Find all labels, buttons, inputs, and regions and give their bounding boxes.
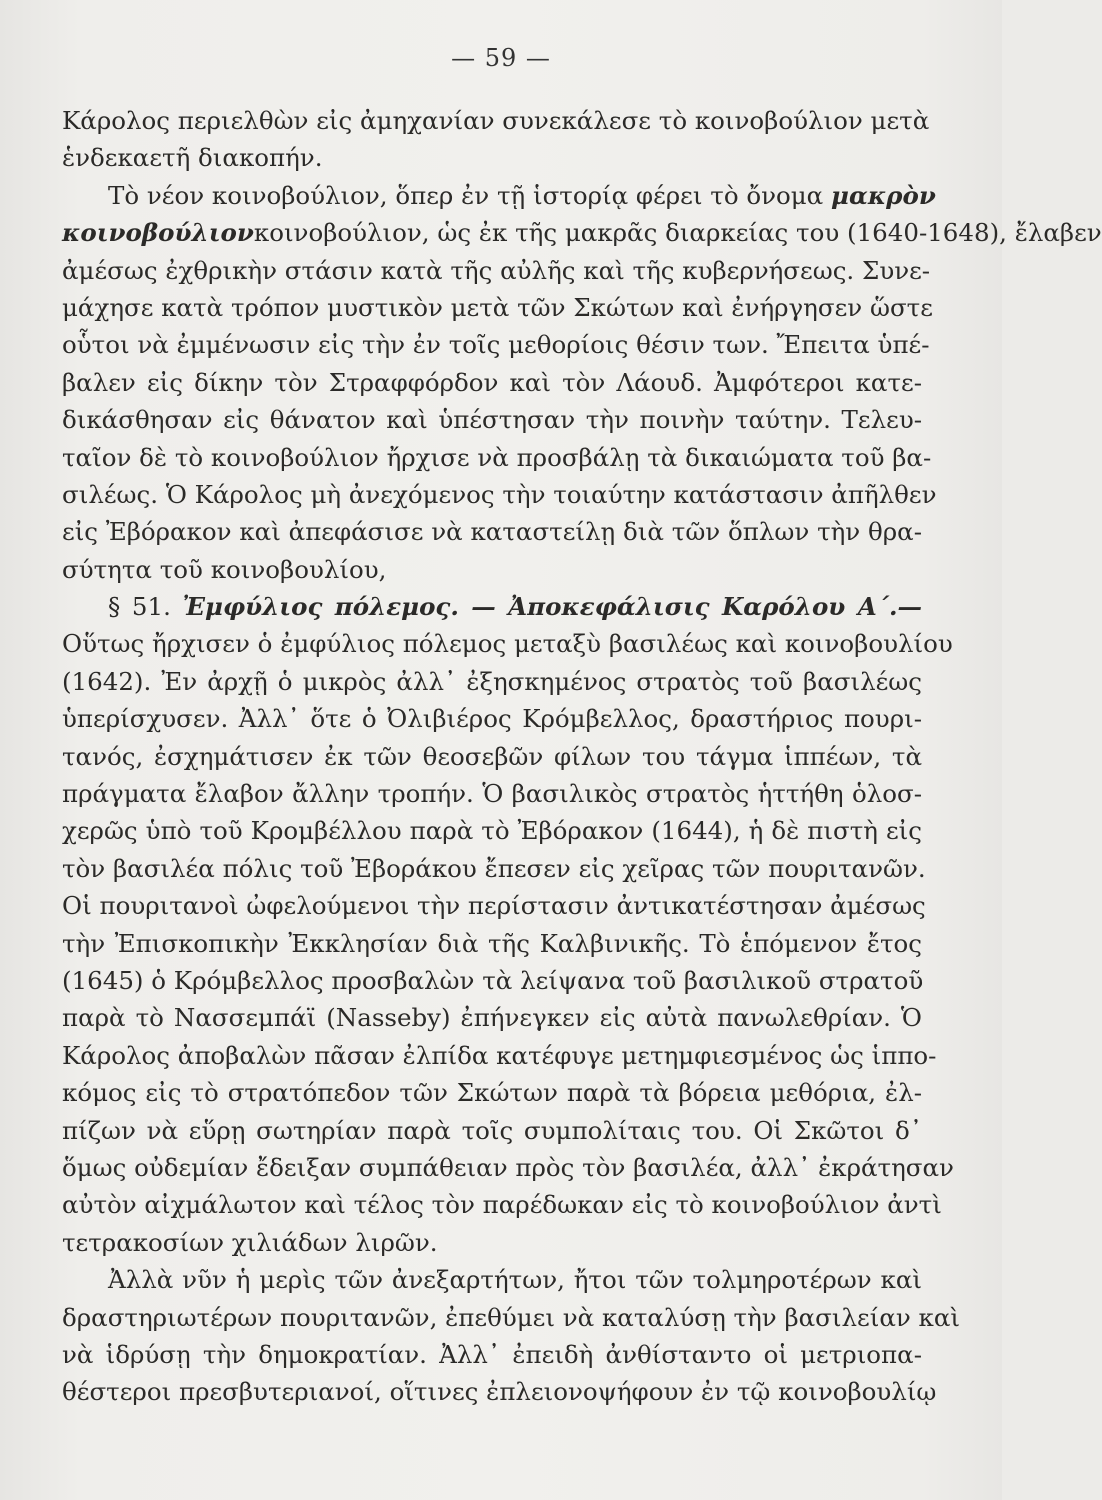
text-line: Οἱ πουριτανοὶ ὠφελούμενοι τὴν περίστασιν ἀντικατέστησαν ἀμέσως <box>62 891 926 921</box>
text-line: σύτητα τοῦ κοινοβουλίου, <box>62 554 387 584</box>
text-line: μάχησε κατὰ τρόπον μυστικὸν μετὰ τῶν Σκώτων καὶ ἐνήργησεν ὥστε <box>62 292 933 322</box>
text-line: Οὕτως ἤρχισεν ὁ ἐμφύλιος πόλεμος μεταξὺ βασιλέως καὶ κοινοβουλίου <box>62 629 953 659</box>
text-line: κοινοβούλιονκοινοβούλιον, ὡς ἐκ τῆς μακρᾶς διαρκείας του (1640-1648), ἔλαβεν <box>62 218 1102 248</box>
text-line: κόμος εἰς τὸ στρατόπεδον τῶν Σκώτων παρὰ τὰ βόρεια μεθόρια, ἐλ- <box>62 1078 922 1108</box>
emphasis-koinovoulion: κοινοβούλιον <box>62 218 254 248</box>
text-line: οὗτοι νὰ ἐμμένωσιν εἰς τὴν ἐν τοῖς μεθορίοις θέσιν των. Ἔπειτα ὑπέ- <box>62 330 930 360</box>
text-line: εἰς Ἐβόρακον καὶ ἀπεφάσισε νὰ καταστείλῃ διὰ τῶν ὅπλων τὴν θρα- <box>62 517 922 547</box>
emphasis-makron: μακρὸν <box>831 180 936 210</box>
text-line: παρὰ τὸ Νασσεμπάϊ (Nasseby) ἐπήνεγκεν εἰς αὐτὰ πανωλεθρίαν. Ὁ <box>62 1003 922 1033</box>
text-line: (1642). Ἐν ἀρχῇ ὁ μικρὸς ἀλλ᾽ ἐξησκημένος στρατὸς τοῦ βασιλέως <box>62 666 922 696</box>
text-line: νὰ ἱδρύσῃ τὴν δημοκρατίαν. Ἀλλ᾽ ἐπειδὴ ἀνθίσταντο οἱ μετριοπα- <box>62 1339 922 1369</box>
section-number: § 51. <box>108 592 171 622</box>
text-line: ὅμως οὐδεμίαν ἔδειξαν συμπάθειαν πρὸς τὸν βασιλέα, ἀλλ᾽ ἐκράτησαν <box>62 1152 954 1182</box>
text-line: Κάρολος ἀποβαλὼν πᾶσαν ἐλπίδα κατέφυγε μετημφιεσμένος ὡς ἱππο- <box>62 1040 937 1070</box>
text-line: πίζων νὰ εὕρῃ σωτηρίαν παρὰ τοῖς συμπολίταις του. Οἱ Σκῶτοι δ᾽ <box>62 1115 922 1145</box>
text-line: αὐτὸν αἰχμάλωτον καὶ τέλος τὸν παρέδωκαν εἰς τὸ κοινοβούλιον ἀντὶ <box>62 1190 942 1220</box>
text-line: Τὸ νέον κοινοβούλιον, ὅπερ ἐν τῇ ἱστορίᾳ φέρει τὸ ὄνομα μακρὸν <box>108 180 936 210</box>
text-line: ταῖον δὲ τὸ κοινοβούλιον ἤρχισε νὰ προσβάλῃ τὰ δικαιώματα τοῦ βα- <box>62 442 932 472</box>
text-line: ἀμέσως ἐχθρικὴν στάσιν κατὰ τῆς αὐλῆς καὶ τῆς κυβερνήσεως. Συνε- <box>62 255 931 285</box>
text-line: (1645) ὁ Κρόμβελλος προσβαλὼν τὰ λείψανα τοῦ βασιλικοῦ στρατοῦ <box>62 965 924 995</box>
text-line: βαλεν εἰς δίκην τὸν Στραφφόρδον καὶ τὸν Λάουδ. Ἀμφότεροι κατε- <box>62 367 922 397</box>
text-line: τὴν Ἐπισκοπικὴν Ἐκκλησίαν διὰ τῆς Καλβινικῆς. Τὸ ἑπόμενον ἔτος <box>62 928 922 958</box>
text-line: τανός, ἐσχημάτισεν ἐκ τῶν θεοσεβῶν φίλων του τάγμα ἱππέων, τὰ <box>62 741 922 771</box>
text-line: δραστηριωτέρων πουριτανῶν, ἐπεθύμει νὰ καταλύσῃ τὴν βασιλείαν καὶ <box>62 1302 961 1332</box>
text-line: τετρακοσίων χιλιάδων λιρῶν. <box>62 1227 438 1257</box>
text-line: δικάσθησαν εἰς θάνατον καὶ ὑπέστησαν τὴν ποινὴν ταύτην. Τελευ- <box>62 405 922 435</box>
text-line: ὑπερίσχυσεν. Ἀλλ᾽ ὅτε ὁ Ὀλιβιέρος Κρόμβελλος, δραστήριος πουρι- <box>62 704 922 734</box>
text-line: ἑνδεκαετῆ διακοπήν. <box>62 143 323 173</box>
body-text <box>62 102 1102 1411</box>
text-line: χερῶς ὑπὸ τοῦ Κρομβέλλου παρὰ τὸ Ἐβόρακον (1644), ἡ δὲ πιστὴ εἰς <box>62 816 922 846</box>
text-line: πράγματα ἔλαβον ἄλλην τροπήν. Ὁ βασιλικὸς στρατὸς ἡττήθη ὁλοσ- <box>62 779 922 809</box>
text-line: σιλέως. Ὁ Κάρολος μὴ ἀνεχόμενος τὴν τοιαύτην κατάστασιν ἀπῆλθεν <box>62 479 937 509</box>
text-line: Κάρολος περιελθὼν εἰς ἀμηχανίαν συνεκάλεσε τὸ κοινοβούλιον μετὰ <box>62 106 930 135</box>
text-line: θέστεροι πρεσβυτεριανοί, οἵτινες ἐπλειονοψήφουν ἐν τῷ κοινοβουλίῳ <box>62 1377 937 1407</box>
section-title: Ἐμφύλιος πόλεμος. — Ἀποκεφάλισις Καρόλου Α΄.— <box>182 592 922 622</box>
page-number: — 59 — <box>451 44 551 72</box>
section-heading <box>62 588 922 625</box>
text-line: τὸν βασιλέα πόλις τοῦ Ἐβοράκου ἔπεσεν εἰς χεῖρας τῶν πουριτανῶν. <box>62 853 926 883</box>
text-line: Ἀλλὰ νῦν ἡ μερὶς τῶν ἀνεξαρτήτων, ἤτοι τῶν τολμηροτέρων καὶ <box>108 1265 922 1295</box>
